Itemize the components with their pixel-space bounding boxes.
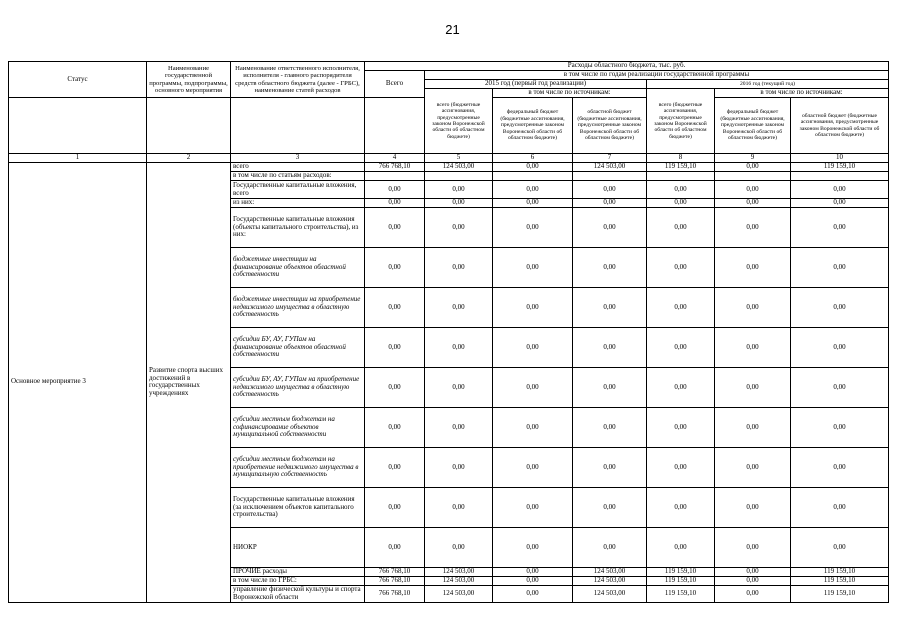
value-cell: 766 768,10 <box>365 568 425 577</box>
value-cell: 0,00 <box>715 163 791 172</box>
value-cell: 0,00 <box>365 181 425 199</box>
value-cell: 0,00 <box>493 577 573 586</box>
value-cell: 0,00 <box>365 199 425 208</box>
header-2016-total: всего (бюджетные ассигнования, предусмотренные законом Воронежской области об областном бюджете) <box>647 89 715 154</box>
value-cell: 0,00 <box>573 448 647 488</box>
value-cell: 0,00 <box>365 488 425 528</box>
value-cell: 0,00 <box>425 368 493 408</box>
value-cell: 0,00 <box>493 181 573 199</box>
row-label: Государственные капитальные вложения (объекты капитального строительства), из них: <box>231 208 365 248</box>
column-number: 5 <box>425 154 493 163</box>
header-expenses: Расходы областного бюджета, тыс. руб. <box>365 62 889 71</box>
value-cell: 0,00 <box>573 288 647 328</box>
value-cell: 0,00 <box>493 488 573 528</box>
value-cell: 0,00 <box>425 488 493 528</box>
value-cell: 0,00 <box>365 408 425 448</box>
column-number: 7 <box>573 154 647 163</box>
column-number: 1 <box>9 154 147 163</box>
value-cell: 0,00 <box>425 528 493 568</box>
value-cell: 0,00 <box>791 328 889 368</box>
header-2015-federal: федеральный бюджет (бюджетные ассигнования, предусмотренные законом Воронежской области об областном бюджете) <box>493 98 573 154</box>
value-cell: 0,00 <box>493 288 573 328</box>
row-label: Государственные капитальные вложения (за исключением объектов капитального строительства) <box>231 488 365 528</box>
value-cell: 0,00 <box>425 208 493 248</box>
value-cell: 119 159,10 <box>791 163 889 172</box>
column-number: 3 <box>231 154 365 163</box>
value-cell: 0,00 <box>647 408 715 448</box>
value-cell: 0,00 <box>493 408 573 448</box>
row-label: субсидии местным бюджетам на приобретение недвижимого имущества в муниципальную собственность <box>231 448 365 488</box>
value-cell: 0,00 <box>647 368 715 408</box>
value-cell: 0,00 <box>791 248 889 288</box>
value-cell: 0,00 <box>715 577 791 586</box>
page-number: 21 <box>445 22 460 37</box>
value-cell: 124 503,00 <box>425 163 493 172</box>
value-cell: 0,00 <box>573 199 647 208</box>
value-cell: 119 159,10 <box>647 577 715 586</box>
budget-table <box>8 61 889 603</box>
table-row <box>9 163 889 172</box>
value-cell: 0,00 <box>647 528 715 568</box>
value-cell: 0,00 <box>647 208 715 248</box>
value-cell: 0,00 <box>493 248 573 288</box>
value-cell <box>365 172 425 181</box>
value-cell: 0,00 <box>715 181 791 199</box>
value-cell: 119 159,10 <box>791 586 889 603</box>
value-cell: 0,00 <box>791 408 889 448</box>
value-cell: 124 503,00 <box>573 577 647 586</box>
value-cell: 0,00 <box>573 368 647 408</box>
value-cell: 0,00 <box>573 488 647 528</box>
value-cell: 0,00 <box>425 328 493 368</box>
column-number: 10 <box>791 154 889 163</box>
value-cell: 124 503,00 <box>573 586 647 603</box>
value-cell: 0,00 <box>493 568 573 577</box>
program-name-cell: Развитие спорта высших достижений в государственных учреждениях <box>147 163 231 603</box>
value-cell: 0,00 <box>573 248 647 288</box>
value-cell: 0,00 <box>647 181 715 199</box>
value-cell: 0,00 <box>715 328 791 368</box>
value-cell: 766 768,10 <box>365 586 425 603</box>
value-cell: 0,00 <box>365 528 425 568</box>
value-cell: 0,00 <box>791 528 889 568</box>
row-label: субсидии БУ, АУ, ГУПам на приобретение недвижимого имущества в областную собственность <box>231 368 365 408</box>
value-cell: 0,00 <box>493 199 573 208</box>
value-cell: 766 768,10 <box>365 577 425 586</box>
value-cell: 0,00 <box>647 288 715 328</box>
value-cell: 119 159,10 <box>791 568 889 577</box>
row-label: в том числе по статьям расходов: <box>231 172 365 181</box>
value-cell: 0,00 <box>715 208 791 248</box>
value-cell: 0,00 <box>365 368 425 408</box>
value-cell: 766 768,10 <box>365 163 425 172</box>
value-cell: 0,00 <box>791 181 889 199</box>
value-cell: 0,00 <box>493 586 573 603</box>
value-cell: 0,00 <box>425 181 493 199</box>
row-label: Государственные капитальные вложения, всего <box>231 181 365 199</box>
value-cell: 0,00 <box>715 408 791 448</box>
value-cell: 0,00 <box>493 208 573 248</box>
column-number: 2 <box>147 154 231 163</box>
value-cell: 0,00 <box>573 328 647 368</box>
value-cell: 0,00 <box>791 488 889 528</box>
value-cell: 119 159,10 <box>647 586 715 603</box>
value-cell: 0,00 <box>715 368 791 408</box>
value-cell: 119 159,10 <box>791 577 889 586</box>
row-label: субсидии местным бюджетам на софинансирование объектов муниципальной собственности <box>231 408 365 448</box>
value-cell: 0,00 <box>715 568 791 577</box>
header-total: Всего <box>365 71 425 98</box>
column-numbers-row <box>9 154 889 163</box>
value-cell: 124 503,00 <box>425 568 493 577</box>
column-number: 8 <box>647 154 715 163</box>
value-cell: 0,00 <box>791 368 889 408</box>
value-cell: 119 159,10 <box>647 568 715 577</box>
row-label: управление физической культуры и спорта Воронежской области <box>231 586 365 603</box>
value-cell: 0,00 <box>791 288 889 328</box>
column-number: 9 <box>715 154 791 163</box>
value-cell: 0,00 <box>791 208 889 248</box>
row-label: в том числе по ГРБС: <box>231 577 365 586</box>
value-cell: 0,00 <box>493 448 573 488</box>
value-cell: 0,00 <box>425 199 493 208</box>
value-cell: 0,00 <box>425 408 493 448</box>
value-cell: 0,00 <box>715 199 791 208</box>
header-year-2015: 2015 год (первый год реализации) <box>425 80 647 89</box>
value-cell: 0,00 <box>647 199 715 208</box>
header-by-years: в том числе по годам реализации государственной программы <box>425 71 889 80</box>
value-cell: 0,00 <box>647 248 715 288</box>
value-cell: 0,00 <box>493 163 573 172</box>
row-label: бюджетные инвестиции на финансирование объектов областной собственности <box>231 248 365 288</box>
value-cell: 0,00 <box>791 448 889 488</box>
value-cell <box>647 172 715 181</box>
table-header <box>9 62 889 163</box>
value-cell: 0,00 <box>493 328 573 368</box>
value-cell: 0,00 <box>365 328 425 368</box>
header-2015-sources: в том числе по источникам: <box>493 89 647 98</box>
value-cell: 0,00 <box>365 208 425 248</box>
column-number: 6 <box>493 154 573 163</box>
value-cell: 0,00 <box>573 181 647 199</box>
column-number: 4 <box>365 154 425 163</box>
header-executor: Наименование ответственного исполнителя, исполнителя - главного распорядителя средств областного бюджета (далее - ГРБС), наименование статей расходов <box>231 62 365 98</box>
value-cell: 124 503,00 <box>425 577 493 586</box>
value-cell <box>715 172 791 181</box>
row-label: ПРОЧИЕ расходы <box>231 568 365 577</box>
value-cell: 0,00 <box>493 368 573 408</box>
value-cell: 0,00 <box>365 248 425 288</box>
value-cell <box>573 172 647 181</box>
value-cell: 0,00 <box>573 528 647 568</box>
header-year-2016: 2016 год (текущий год) <box>647 80 889 89</box>
value-cell: 124 503,00 <box>425 586 493 603</box>
header-2015-total: всего (бюджетные ассигнования, предусмотренные законом Воронежской области об областном бюджете) <box>425 89 493 154</box>
value-cell: 0,00 <box>647 328 715 368</box>
value-cell: 0,00 <box>715 248 791 288</box>
value-cell: 0,00 <box>365 288 425 328</box>
value-cell: 0,00 <box>791 199 889 208</box>
header-2016-federal: федеральный бюджет (бюджетные ассигнования, предусмотренные законом Воронежской области об областном бюджете) <box>715 98 791 154</box>
value-cell: 0,00 <box>715 448 791 488</box>
header-2016-sources: в том числе по источникам: <box>715 89 889 98</box>
status-cell: Основное мероприятие 3 <box>9 163 147 603</box>
value-cell <box>493 172 573 181</box>
row-label: бюджетные инвестиции на приобретение недвижимого имущества в областную собственность <box>231 288 365 328</box>
row-label: всего <box>231 163 365 172</box>
row-label: НИОКР <box>231 528 365 568</box>
value-cell: 0,00 <box>715 488 791 528</box>
value-cell: 0,00 <box>573 408 647 448</box>
value-cell: 0,00 <box>425 448 493 488</box>
value-cell: 0,00 <box>365 448 425 488</box>
table-body <box>9 163 889 603</box>
value-cell: 124 503,00 <box>573 163 647 172</box>
value-cell: 0,00 <box>715 586 791 603</box>
row-label: из них: <box>231 199 365 208</box>
value-cell: 0,00 <box>425 248 493 288</box>
value-cell: 119 159,10 <box>647 163 715 172</box>
value-cell: 0,00 <box>493 528 573 568</box>
header-program: Наименование государственной программы, подпрограммы, основного мероприятия <box>147 62 231 98</box>
value-cell <box>425 172 493 181</box>
value-cell: 124 503,00 <box>573 568 647 577</box>
value-cell: 0,00 <box>647 488 715 528</box>
header-status: Статус <box>9 62 147 98</box>
value-cell: 0,00 <box>715 528 791 568</box>
row-label: субсидии БУ, АУ, ГУПам на финансирование объектов областной собственности <box>231 328 365 368</box>
header-2016-regional: областной бюджет (бюджетные ассигнования, предусмотренные законом Воронежской области об областном бюджете) <box>791 98 889 154</box>
value-cell: 0,00 <box>425 288 493 328</box>
header-2015-regional: областной бюджет (бюджетные ассигнования, предусмотренные законом Воронежской области об областном бюджете) <box>573 98 647 154</box>
value-cell: 0,00 <box>573 208 647 248</box>
value-cell: 0,00 <box>715 288 791 328</box>
value-cell <box>791 172 889 181</box>
value-cell: 0,00 <box>647 448 715 488</box>
